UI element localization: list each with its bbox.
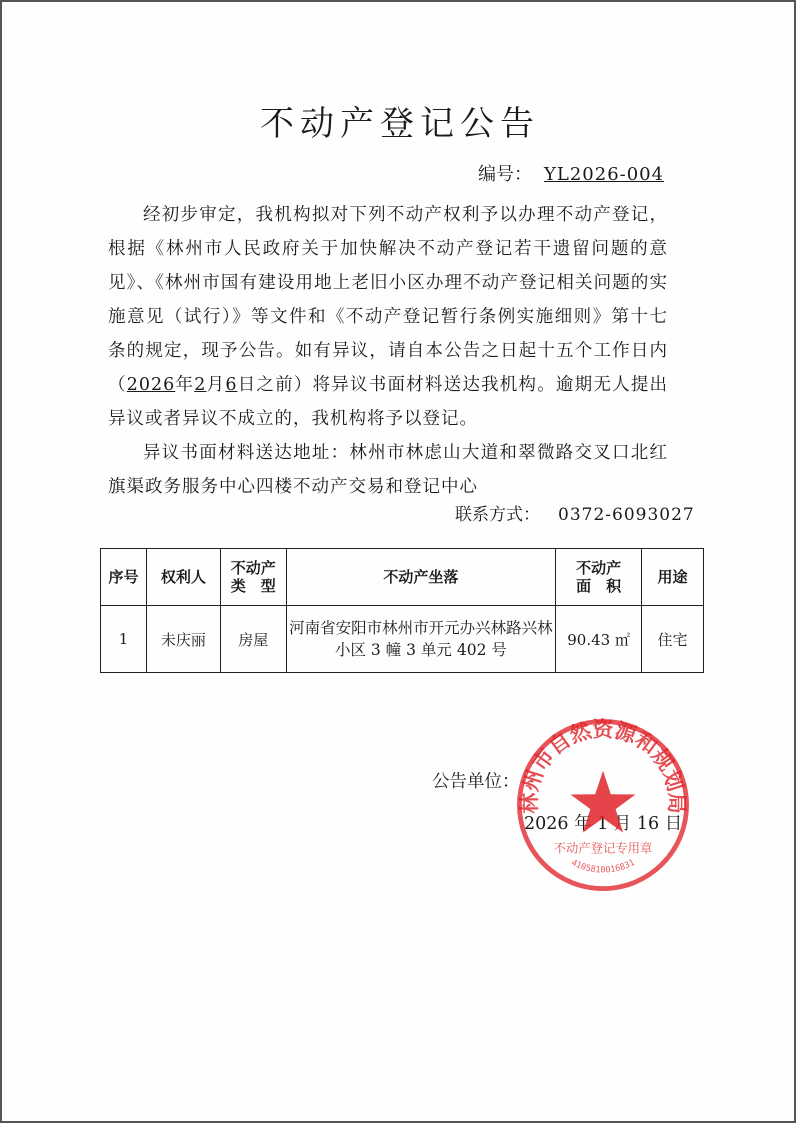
seal-bottom-text: 不动产登记专用章 bbox=[553, 841, 653, 856]
document-number bbox=[478, 160, 664, 186]
paragraph-main-text: 经初步审定，我机构拟对下列不动产权利予以办理不动产登记，根据《林州市人民政府关于加快解决不动产登记若干遗留问题的意见》、《林州市国有建设用地上老旧小区办理不动产登记相关问题的实施意见（试行）》等文件和《不动产登记暂行条例实施细则》第十七条的规定，现予公告。如有异议，请自本公告之日起十五个工作日内（ bbox=[108, 205, 668, 395]
issuer-label: 公告单位： bbox=[432, 772, 520, 792]
document-number-label: 编号： bbox=[478, 164, 532, 185]
official-seal bbox=[508, 710, 698, 900]
header-holder: 权利人 bbox=[146, 549, 220, 606]
deadline-month: 2 bbox=[194, 375, 207, 395]
cell-area: 90.43 ㎡ bbox=[556, 606, 642, 673]
month-char: 月 bbox=[206, 375, 226, 395]
cell-usage: 住宅 bbox=[642, 606, 704, 673]
header-area bbox=[556, 549, 642, 606]
contact-info bbox=[455, 500, 695, 525]
year-char: 年 bbox=[175, 375, 195, 395]
seal-star-icon bbox=[571, 771, 636, 833]
cell-type: 房屋 bbox=[220, 606, 286, 673]
table-row bbox=[101, 606, 704, 673]
header-type-line2: 类 型 bbox=[230, 577, 276, 595]
seal-code: 4105810016831 bbox=[569, 857, 637, 876]
document-number-value: YL2026-004 bbox=[544, 164, 665, 185]
contact-phone: 0372-6093027 bbox=[558, 505, 695, 525]
cell-seq: 1 bbox=[101, 606, 147, 673]
registration-table bbox=[100, 548, 704, 673]
contact-label: 联系方式： bbox=[455, 505, 540, 525]
cell-location: 河南省安阳市林州市开元办兴林路兴林小区 3 幢 3 单元 402 号 bbox=[286, 606, 555, 673]
header-type-line1: 不动产 bbox=[230, 559, 276, 577]
header-type bbox=[220, 549, 286, 606]
seal-org-text: 林州市自然资源和规划局 bbox=[517, 717, 689, 814]
header-seq: 序号 bbox=[101, 549, 147, 606]
announcement-body bbox=[108, 198, 668, 504]
table-header-row bbox=[101, 549, 704, 606]
paragraph-main bbox=[108, 198, 668, 436]
paragraph-main-suffix: 日之前）将异议书面材料送达我机构。逾期无人提出异议或者异议不成立的，我机构将予以登记。 bbox=[108, 375, 669, 429]
header-usage: 用途 bbox=[642, 549, 704, 606]
header-area-line1: 不动产 bbox=[576, 559, 622, 577]
announcement-date: 2026 年 1 月 16 日 bbox=[524, 814, 683, 834]
header-location: 不动产坐落 bbox=[286, 549, 555, 606]
cell-holder: 未庆丽 bbox=[146, 606, 220, 673]
header-area-line2: 面 积 bbox=[576, 577, 622, 595]
deadline-year: 2026 bbox=[126, 375, 176, 395]
page-title: 不动产登记公告 bbox=[260, 104, 540, 144]
paragraph-address: 异议书面材料送达地址：林州市林虑山大道和翠微路交叉口北红旗渠政务服务中心四楼不动产交易和登记中心 bbox=[108, 443, 668, 497]
deadline-day: 6 bbox=[225, 375, 238, 395]
